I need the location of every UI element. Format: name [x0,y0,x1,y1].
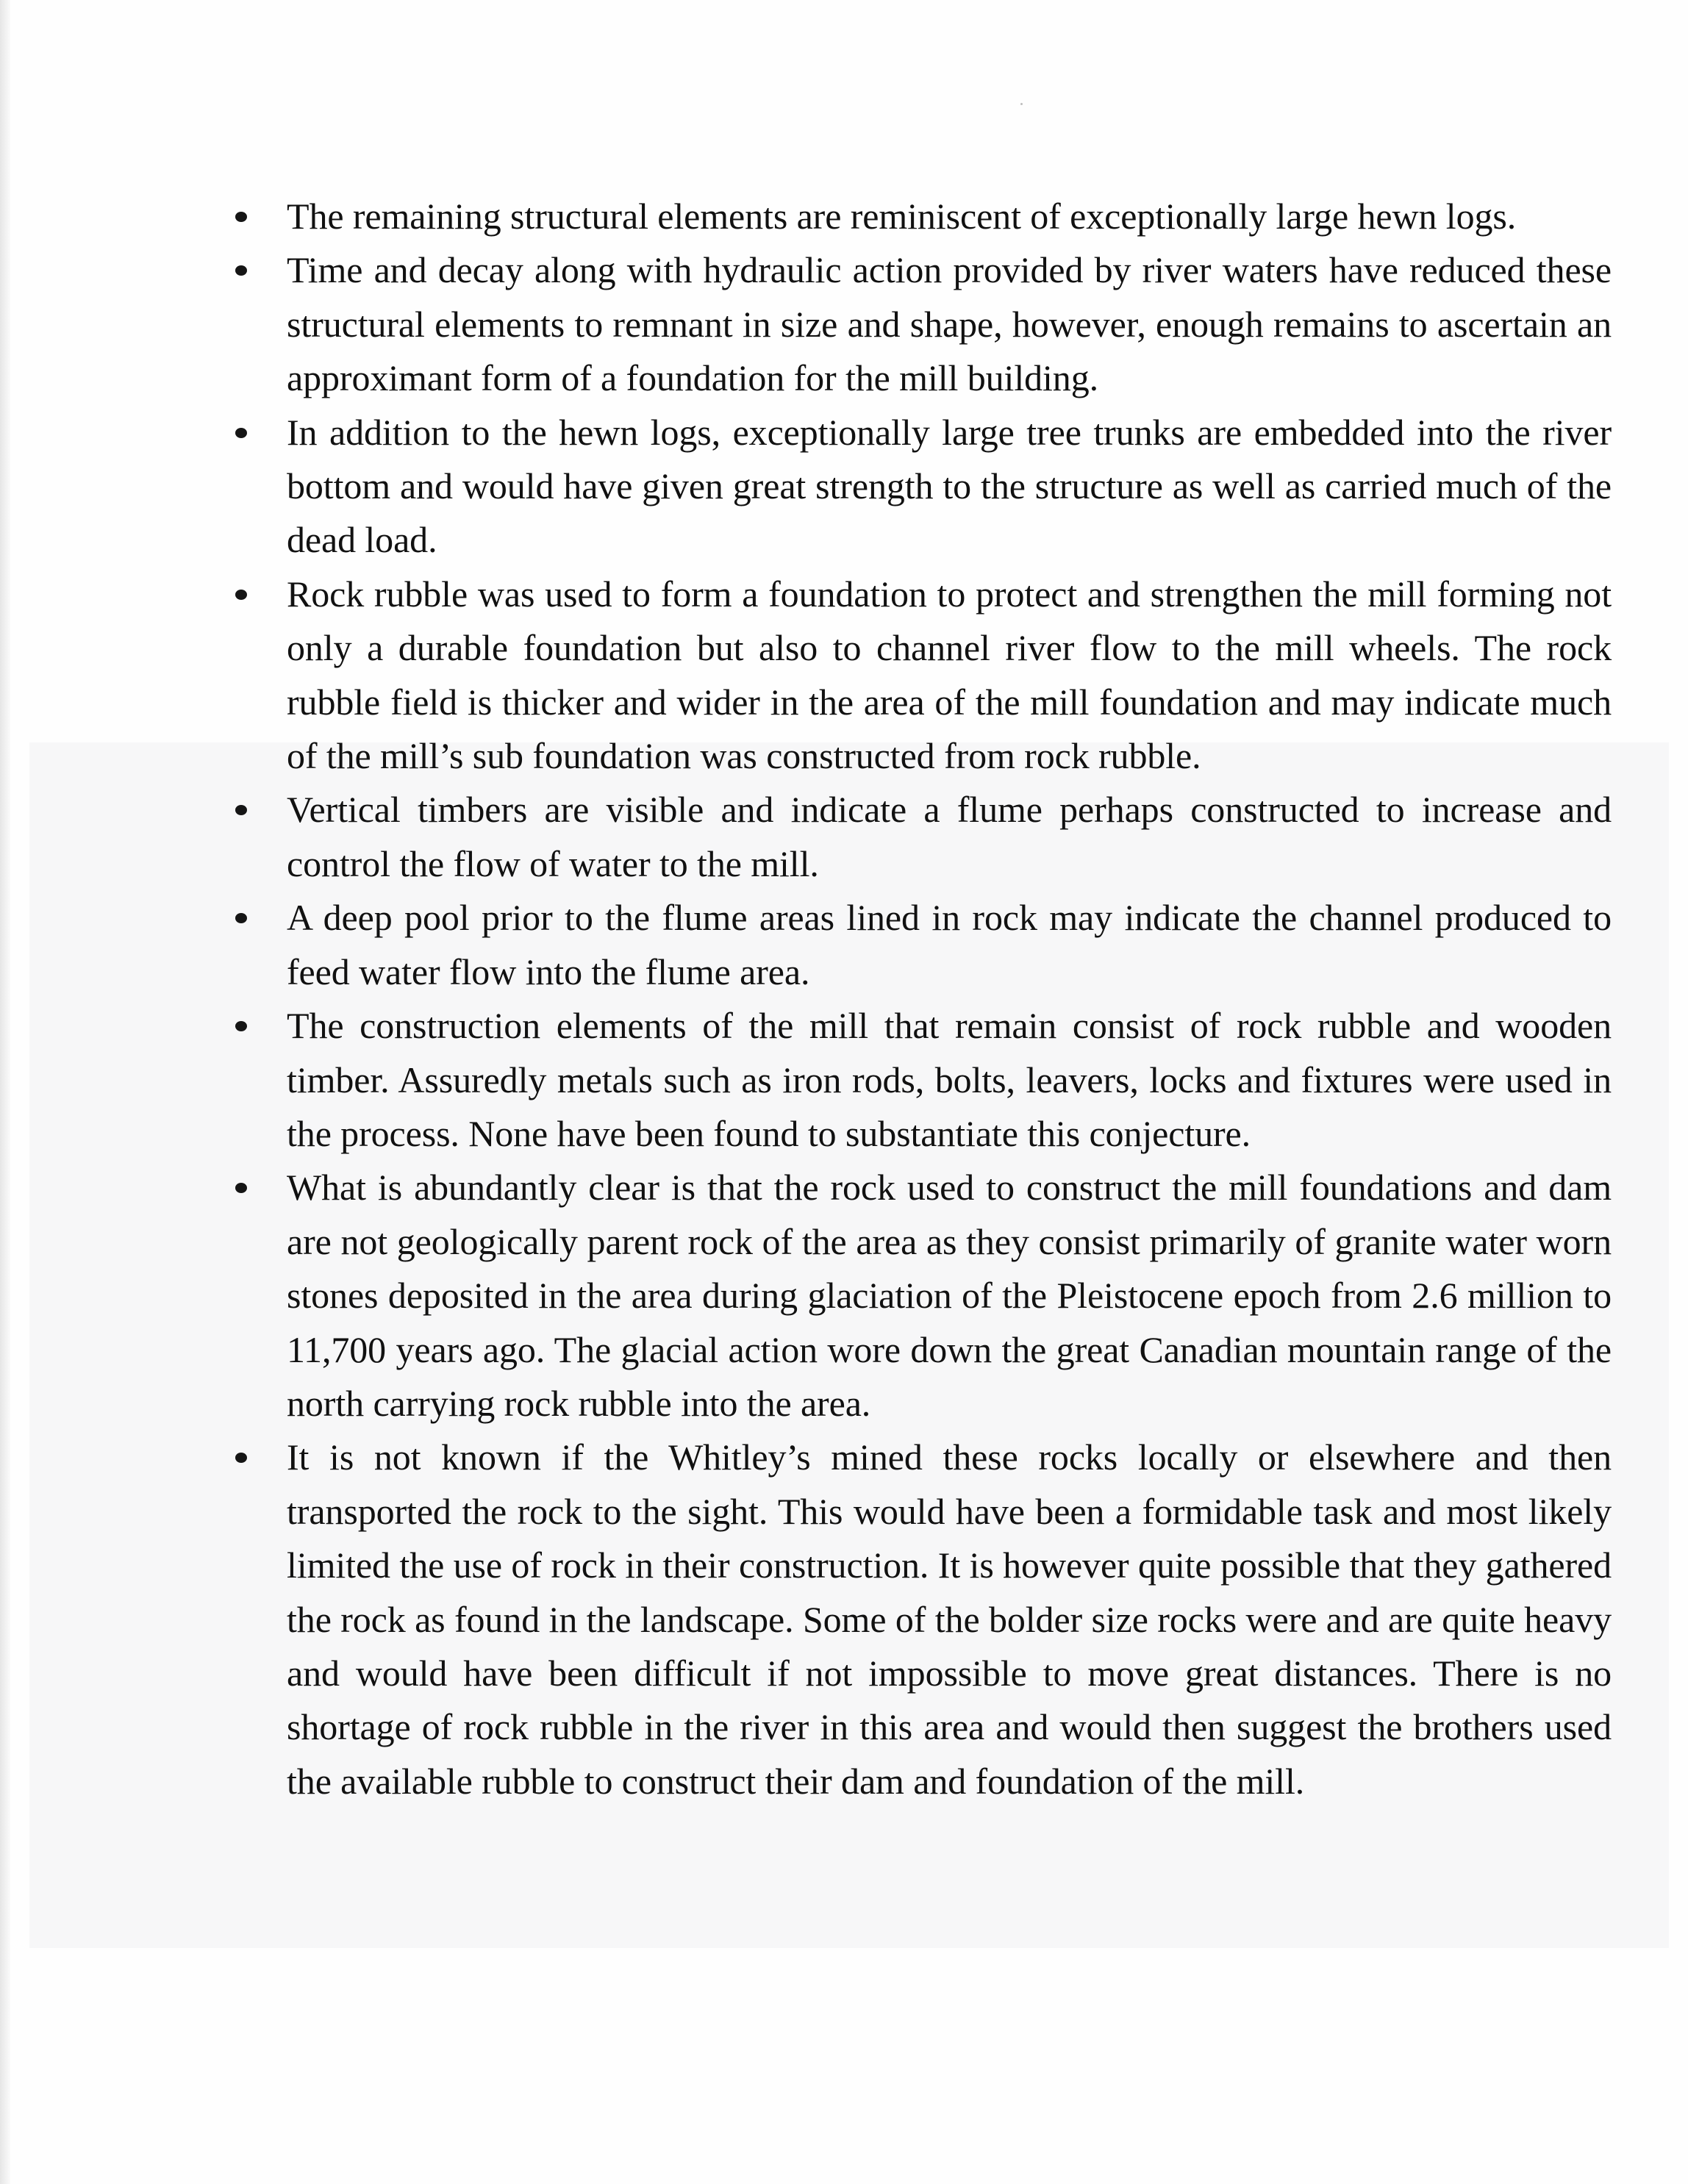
list-item-text: In addition to the hewn logs, exceptionally large tree trunks are embedded into the river bottom and would have given great strength to the structure as well as carried much of the dead load. [287,411,1612,561]
list-item [228,406,1612,568]
bullet-icon [235,590,247,600]
list-item-text: The remaining structural elements are reminiscent of exceptionally large hewn logs. [287,196,1517,237]
list-item-text: A deep pool prior to the flume areas lined in rock may indicate the channel produced to feed water flow into the flume area. [287,897,1612,992]
list-item-text: It is not known if the Whitley’s mined these rocks locally or elsewhere and then transported the rock to the sight. This would have been a formidable task and most likely limited the use of rock in their construction. It is however quite possible that they gathered the rock as found in the landscape. Some of the bolder size rocks were and are quite heavy and would have been difficult if not impossible to move great distances. There is no shortage of rock rubble in the river in this area and would then suggest the brothers used the available rubble to construct their dam and foundation of the mill. [287,1436,1612,1802]
list-item [228,568,1612,784]
list-item-text: Rock rubble was used to form a foundation to protect and strengthen the mill forming not only a durable foundation but also to channel river flow to the mill wheels. The rock rubble field is thicker and wider in the area of the mill foundation and may indicate much of the mill’s sub foundation was constructed from rock rubble. [287,573,1612,777]
list-item [228,190,1612,243]
bullet-icon [235,913,247,923]
list-item-text: Vertical timbers are visible and indicate a flume perhaps constructed to increase and control the flow of water to the mill. [287,789,1612,884]
bullet-icon [235,1021,247,1031]
scan-edge-shadow [0,0,10,2184]
list-item-text: Time and decay along with hydraulic action provided by river waters have reduced these structural elements to remnant in size and shape, however, enough remains to ascertain an approximant form of a foundation for the mill building. [287,249,1612,399]
bullet-icon [235,1183,247,1193]
list-item-text: The construction elements of the mill that remain consist of rock rubble and wooden timber. Assuredly metals such as iron rods, bolts, leavers, locks and fixtures were used in the process. None have been found to substantiate this conjecture. [287,1005,1612,1154]
list-item [228,783,1612,891]
list-item [228,1161,1612,1431]
list-item [228,1431,1612,1808]
bullet-icon [235,1453,247,1463]
bullet-icon [235,212,247,222]
scan-speck [1020,103,1023,105]
list-item [228,243,1612,405]
bullet-list [228,190,1612,1808]
list-item-text: What is abundantly clear is that the rock used to construct the mill foundations and dam are not geologically parent rock of the area as they consist primarily of granite water worn stones deposited in the area during glaciation of the Pleistocene epoch from 2.6 million to 11,700 years ago. The glacial action wore down the great Canadian mountain range of the north carrying rock rubble into the area. [287,1167,1612,1424]
document-body [228,190,1612,1808]
bullet-icon [235,805,247,815]
list-item [228,891,1612,999]
bullet-icon [235,265,247,276]
bullet-icon [235,428,247,438]
list-item [228,999,1612,1161]
